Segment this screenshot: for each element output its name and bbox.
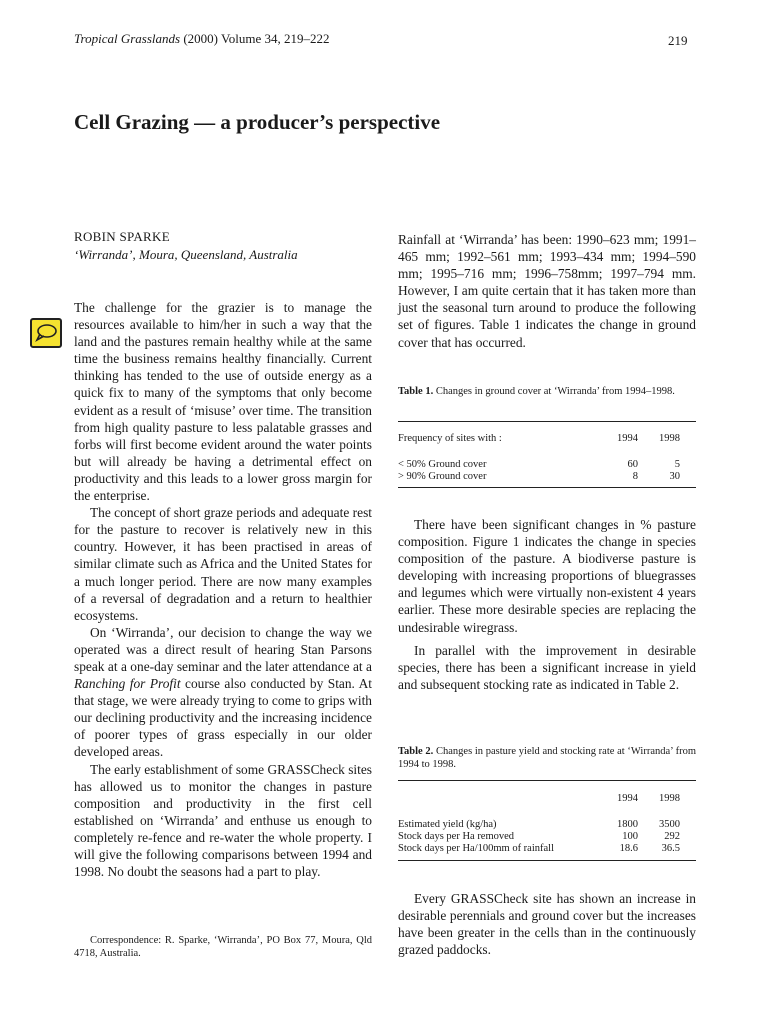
- table2-caption-text: Changes in pasture yield and stocking rate at ‘Wirranda’ from 1994 to 1998.: [398, 746, 696, 770]
- row-label: Stock days per Ha/100mm of rainfall: [398, 843, 555, 854]
- cell-1994: 60: [627, 459, 638, 470]
- table1-caption: [398, 385, 696, 398]
- table1-year2: 1998: [659, 433, 680, 444]
- journal-name: Tropical Grasslands: [74, 31, 181, 46]
- course-name: Ranching for Profit: [74, 676, 181, 692]
- cell-1998: 30: [669, 471, 680, 482]
- table1-caption-text: Changes in ground cover at ‘Wirranda’ from 1994–1998.: [433, 386, 675, 397]
- paragraph: The concept of short graze periods and adequate rest for the pasture to recover is relatively new in this country. However, it has been practised in areas of similar climate such as Africa and the United States for a much longer period. There are now many examples of a reversal of degradation and a return to healthier ecosystems.: [74, 505, 372, 623]
- article-title: Cell Grazing — a producer’s perspective: [74, 110, 441, 134]
- cell-1998: 292: [664, 831, 680, 842]
- paragraph: There have been significant changes in % pasture composition. Figure 1 indicates the change in species composition of the pasture. A biodiverse pasture is developing with increasing proportions of bluegrasses and legumes which were virtually non-existent 4 years earlier. These more desirable species are replacing the undesirable wiregrass.: [398, 517, 696, 635]
- cell-1994: 8: [632, 471, 638, 482]
- right-paragraph-4: [398, 890, 696, 958]
- paragraph-text: On ‘Wirranda’, our decision to change the way we operated was a direct result of hearing Stan Parsons speak at a one-day seminar and the later attendance at a: [74, 624, 372, 674]
- paragraph: The challenge for the grazier is to manage the resources available to him/her in such a way that the land and the pastures remain healthy while at the same time the business remains healthy financially. Current thinking has tended to the use of outside energy as a quick fix to many of the symptoms that only become evident as a result of ‘misuse’ over time. The transition from high quality pasture to less palatable grasses and forbs will first become evident around the water points but will already be having a detrimental effect on productivity and this leads to a lower gross margin for the enterprise.: [74, 300, 372, 504]
- table1-label: Table 1.: [398, 386, 434, 397]
- paragraph: In parallel with the improvement in desirable species, there has been a significant increase in yield and subsequent stocking rate as indicated in Table 2.: [398, 642, 696, 692]
- table2-year2: 1998: [659, 793, 680, 804]
- table2-label: Table 2.: [398, 746, 434, 757]
- table1-header-label: Frequency of sites with :: [398, 433, 502, 444]
- table1-bottom-rule: [398, 487, 696, 488]
- table2-caption: [398, 745, 696, 771]
- journal-citation: [74, 31, 329, 47]
- paragraph: Every GRASSCheck site has shown an increase in desirable perennials and ground cover but the increases have been greater in the cells than in the continuously grazed paddocks.: [398, 891, 696, 958]
- left-column: [74, 299, 372, 880]
- row-label: Estimated yield (kg/ha): [398, 819, 497, 830]
- row-label: < 50% Ground cover: [398, 459, 487, 470]
- correspondence-note: Correspondence: R. Sparke, ‘Wirranda’, PO Box 77, Moura, Qld 4718, Australia.: [74, 935, 372, 959]
- table1-top-rule: [398, 421, 696, 422]
- paragraph: The early establishment of some GRASSCheck sites has allowed us to monitor the changes in pasture composition and productivity in the first cell established on ‘Wirranda’ and enthuse us enough to completely re-fence and re-water the whole property. I will give the following comparisons between 1994 and 1998. No doubt the seasons had a part to play.: [74, 761, 372, 880]
- paragraph-text: course also conducted by Stan. At that stage, we were already trying to come to grips with our declining productivity and the increasing incidence of poorer types of grass especially in our older developed areas.: [74, 676, 372, 760]
- table1-year1: 1994: [617, 433, 638, 444]
- journal-volume: (2000) Volume 34, 219–222: [180, 31, 330, 46]
- cell-1994: 1800: [617, 819, 638, 830]
- paragraph: [74, 624, 372, 761]
- cell-1994: 18.6: [619, 843, 638, 854]
- right-paragraph-1: Rainfall at ‘Wirranda’ has been: 1990–623 mm; 1991–465 mm; 1992–561 mm; 1993–434 mm; 1994–590 mm; 1995–716 mm; 1996–758mm; 1997–794 mm. However, I am quite certain that it has taken more than just the seasonal turn around to produce the following set of figures. Table 1 indicates the change in ground cover that has occurred.: [398, 232, 696, 350]
- right-paragraphs: [398, 516, 696, 693]
- comment-icon[interactable]: [30, 318, 62, 348]
- cell-1994: 100: [622, 831, 638, 842]
- table2-top-rule: [398, 780, 696, 781]
- author-affiliation: ‘Wirranda’, Moura, Queensland, Australia: [74, 247, 298, 262]
- table2-year1: 1994: [617, 793, 638, 804]
- row-label: > 90% Ground cover: [398, 471, 487, 482]
- row-label: Stock days per Ha removed: [398, 831, 515, 842]
- cell-1998: 5: [674, 459, 680, 470]
- cell-1998: 36.5: [661, 843, 680, 854]
- table2-bottom-rule: [398, 860, 696, 861]
- author-name: ROBIN SPARKE: [74, 229, 170, 244]
- cell-1998: 3500: [659, 819, 680, 830]
- page-number: 219: [668, 33, 688, 48]
